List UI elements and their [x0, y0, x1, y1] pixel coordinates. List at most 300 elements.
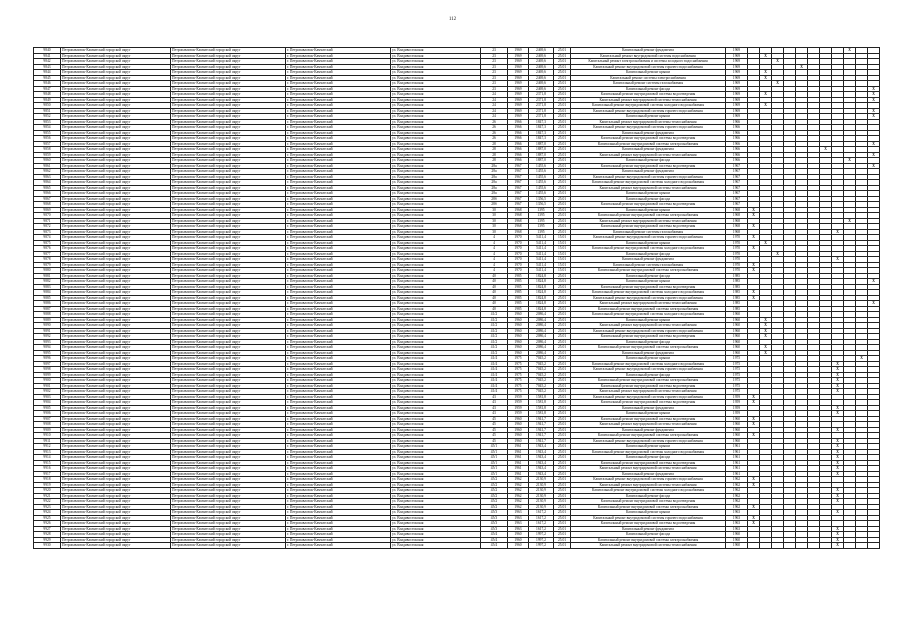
table-cell: Петропавловск-Камчатский городской округ: [171, 152, 286, 158]
table-cell: 1969: [508, 48, 529, 54]
table-cell: 41/2: [481, 334, 508, 340]
table-cell: 25.01: [554, 53, 571, 59]
table-cell: ул. Владивостокская: [391, 306, 481, 312]
table-cell: 1960: [508, 543, 529, 549]
table-cell: Петропавловск-Камчатский городской округ: [171, 119, 286, 125]
table-cell: 1966: [508, 147, 529, 153]
table-cell: 1966: [726, 152, 748, 158]
table-cell: ул. Владивостокская: [391, 339, 481, 345]
table-cell: 1617,2: [529, 510, 554, 516]
table-cell: 28а: [481, 174, 508, 180]
table-mark-cell: X: [748, 246, 760, 252]
table-cell: г. Петропавловск-Камчатский: [286, 191, 391, 197]
table-cell: 1962: [726, 488, 748, 494]
table-cell: 23: [481, 81, 508, 87]
table-cell: Петропавловск-Камчатский городской округ: [61, 438, 171, 444]
table-cell: ул. Владивостокская: [391, 279, 481, 285]
table-cell: 1967: [508, 180, 529, 186]
table-cell: Петропавловск-Камчатский городской округ: [171, 92, 286, 98]
table-mark-cell: X: [868, 97, 880, 103]
table-cell: Петропавловск-Камчатский городской округ: [61, 416, 171, 422]
table-cell: ул. Владивостокская: [391, 207, 481, 213]
table-cell: 2469,6: [529, 59, 554, 65]
table-mark-cell: X: [832, 411, 844, 417]
table-cell: Капитальный ремонт фасада: [571, 158, 726, 164]
table-cell: 28: [481, 158, 508, 164]
table-cell: Капитальный ремонт внутридомовой системы водоотведения: [571, 499, 726, 505]
table-cell: ул. Владивостокская: [391, 70, 481, 76]
table-cell: 1960: [508, 433, 529, 439]
table-cell: 1975: [508, 378, 529, 384]
table-cell: 43: [481, 405, 508, 411]
table-cell: 1985: [726, 284, 748, 290]
table-cell: 1985: [508, 273, 529, 279]
table-cell: 45/4: [481, 537, 508, 543]
table-cell: 9879: [34, 262, 61, 268]
table-cell: Петропавловск-Камчатский городской округ: [171, 229, 286, 235]
table-cell: 1985: [726, 295, 748, 301]
table-cell: Петропавловск-Камчатский городской округ: [171, 180, 286, 186]
table-cell: Капитальный ремонт системы газоснабжения: [571, 262, 726, 268]
table-cell: 1960: [508, 416, 529, 422]
table-cell: 9869: [34, 207, 61, 213]
table-mark-cell: X: [832, 493, 844, 499]
table-cell: ул. Владивостокская: [391, 460, 481, 466]
table-cell: ул. Владивостокская: [391, 537, 481, 543]
table-cell: Капитальный ремонт внутридомовой системы холодного водоснабжения: [571, 180, 726, 186]
table-cell: 1969: [726, 108, 748, 114]
table-cell: г. Петропавловск-Камчатский: [286, 350, 391, 356]
table-mark-cell: X: [748, 207, 760, 213]
table-cell: 1455,6: [529, 191, 554, 197]
table-cell: Капитальный ремонт фасада: [571, 86, 726, 92]
table-cell: ул. Владивостокская: [391, 158, 481, 164]
table-cell: 2130,9: [529, 499, 554, 505]
table-cell: г. Петропавловск-Камчатский: [286, 295, 391, 301]
table-cell: 5411,4: [529, 251, 554, 257]
table-mark-cell: X: [868, 114, 880, 120]
table-cell: Петропавловск-Камчатский городской округ: [171, 108, 286, 114]
table-cell: г. Петропавловск-Камчатский: [286, 438, 391, 444]
table-cell: Капитальный ремонт внутридомовой системы холодного водоснабжения: [571, 103, 726, 109]
table-cell: Петропавловск-Камчатский городской округ: [61, 422, 171, 428]
table-cell: 23: [481, 75, 508, 81]
table-cell: Капитальный ремонт внутридомовой системы водоснабжения: [571, 53, 726, 59]
table-cell: Петропавловск-Камчатский городской округ: [61, 466, 171, 472]
table-cell: 1455,6: [529, 180, 554, 186]
table-cell: 1395: [529, 229, 554, 235]
table-mark-cell: X: [748, 400, 760, 406]
table-cell: 28а: [481, 169, 508, 175]
table-cell: 26: [481, 125, 508, 131]
table-cell: г. Петропавловск-Камчатский: [286, 537, 391, 543]
table-cell: ул. Владивостокская: [391, 317, 481, 323]
table-cell: 25.01: [554, 229, 571, 235]
table-cell: 2371,8: [529, 97, 554, 103]
table-cell: Петропавловск-Камчатский городской округ: [61, 488, 171, 494]
table-cell: Петропавловск-Камчатский городской округ: [61, 449, 171, 455]
table-cell: г. Петропавловск-Камчатский: [286, 449, 391, 455]
table-cell: ул. Владивостокская: [391, 422, 481, 428]
table-cell: 1961: [508, 466, 529, 472]
table-cell: 25.01: [554, 174, 571, 180]
table-cell: Петропавловск-Камчатский городской округ: [171, 422, 286, 428]
table-cell: Капитальный ремонт фасада: [571, 273, 726, 279]
table-cell: 1968: [726, 229, 748, 235]
table-cell: 25.01: [554, 108, 571, 114]
table-cell: 1967: [726, 202, 748, 208]
table-cell: Капитальный ремонт внутридомовой системы теплоснабжения: [571, 323, 726, 329]
table-cell: 9889: [34, 317, 61, 323]
table-mark-cell: X: [748, 416, 760, 422]
table-cell: Петропавловск-Камчатский городской округ: [61, 75, 171, 81]
table-cell: 25.01: [554, 328, 571, 334]
table-cell: 1963: [726, 526, 748, 532]
table-cell: 25.01: [554, 213, 571, 219]
table-cell: г. Петропавловск-Камчатский: [286, 284, 391, 290]
table-cell: ул. Владивостокская: [391, 81, 481, 87]
table-cell: г. Петропавловск-Камчатский: [286, 466, 391, 472]
table-cell: 1985: [508, 279, 529, 285]
table-cell: г. Петропавловск-Камчатский: [286, 306, 391, 312]
table-cell: Петропавловск-Камчатский городской округ: [171, 130, 286, 136]
table-cell: 7045,2: [529, 356, 554, 362]
table-cell: 1967: [508, 191, 529, 197]
table-cell: ул. Владивостокская: [391, 532, 481, 538]
table-mark-cell: X: [760, 334, 772, 340]
table-cell: г. Петропавловск-Камчатский: [286, 444, 391, 450]
table-cell: 1975: [726, 361, 748, 367]
table-cell: 1969: [726, 103, 748, 109]
table-cell: Капитальный ремонт внутридомовой системы теплоснабжения: [571, 119, 726, 125]
table-cell: 1985: [726, 306, 748, 312]
table-cell: Капитальный ремонт внутридомовой системы холодного водоснабжения: [571, 449, 726, 455]
table-cell: 9851: [34, 108, 61, 114]
table-cell: 1975: [726, 372, 748, 378]
table-cell: 1961: [726, 455, 748, 461]
table-cell: 2371,8: [529, 103, 554, 109]
table-cell: 15.01: [554, 240, 571, 246]
table-cell: 9857: [34, 141, 61, 147]
table-cell: 23: [481, 70, 508, 76]
table-cell: ул. Владивостокская: [391, 510, 481, 516]
table-cell: 9903: [34, 394, 61, 400]
table-cell: 1887,0: [529, 147, 554, 153]
table-cell: 25.01: [554, 499, 571, 505]
table-cell: 1941,7: [529, 433, 554, 439]
table-cell: 41/4: [481, 389, 508, 395]
table-cell: 1966: [508, 130, 529, 136]
table-cell: 41/4: [481, 367, 508, 373]
table-cell: Петропавловск-Камчатский городской округ: [171, 185, 286, 191]
table-cell: 1960: [508, 345, 529, 351]
table-cell: 1961: [726, 449, 748, 455]
table-cell: 1356,5: [529, 202, 554, 208]
table-cell: 9911: [34, 438, 61, 444]
table-cell: 9901: [34, 383, 61, 389]
table-cell: 9848: [34, 92, 61, 98]
table-cell: г. Петропавловск-Камчатский: [286, 136, 391, 142]
table-cell: 1960: [508, 328, 529, 334]
table-cell: ул. Владивостокская: [391, 169, 481, 175]
table-cell: 1985: [508, 290, 529, 296]
table-cell: Капитальный ремонт крыши: [571, 114, 726, 120]
table-cell: 1943,4: [529, 444, 554, 450]
table-cell: Петропавловск-Камчатский городской округ: [171, 290, 286, 296]
table-cell: г. Петропавловск-Камчатский: [286, 367, 391, 373]
table-cell: 1967: [508, 202, 529, 208]
table-cell: Петропавловск-Камчатский городской округ: [61, 147, 171, 153]
table-cell: Петропавловск-Камчатский городской округ: [171, 174, 286, 180]
table-cell: 1455,6: [529, 169, 554, 175]
table-cell: ул. Владивостокская: [391, 411, 481, 417]
table-cell: 5411,4: [529, 262, 554, 268]
table-mark-cell: X: [832, 389, 844, 395]
table-cell: 28а: [481, 163, 508, 169]
table-cell: 1617,2: [529, 521, 554, 527]
table-cell: 1959: [508, 405, 529, 411]
table-cell: 9904: [34, 400, 61, 406]
table-cell: 25.01: [554, 493, 571, 499]
table-cell: г. Петропавловск-Камчатский: [286, 433, 391, 439]
table-cell: 9895: [34, 350, 61, 356]
table-cell: Петропавловск-Камчатский городской округ: [61, 383, 171, 389]
table-cell: 1960: [508, 532, 529, 538]
table-cell: Капитальный ремонт внутридомовой системы горячего водоснабжения: [571, 64, 726, 70]
table-mark-cell: X: [868, 152, 880, 158]
table-cell: 1985: [726, 301, 748, 307]
table-cell: Капитальный ремонт фундамента: [571, 130, 726, 136]
table-cell: 1968: [726, 218, 748, 224]
table-cell: 25.01: [554, 224, 571, 230]
table-cell: 1985: [508, 284, 529, 290]
table-cell: 1975: [726, 389, 748, 395]
table-cell: 25.01: [554, 130, 571, 136]
table-cell: 15.01: [554, 262, 571, 268]
table-cell: 1824,8: [529, 306, 554, 312]
table-cell: Петропавловск-Камчатский городской округ: [61, 213, 171, 219]
table-cell: 1969: [508, 108, 529, 114]
table-cell: Петропавловск-Камчатский городской округ: [171, 70, 286, 76]
table-cell: 1975: [508, 372, 529, 378]
table-cell: г. Петропавловск-Камчатский: [286, 328, 391, 334]
table-cell: 9916: [34, 466, 61, 472]
table-cell: 1959: [508, 411, 529, 417]
table-cell: 9914: [34, 455, 61, 461]
table-cell: 1960: [726, 416, 748, 422]
table-cell: 25.01: [554, 532, 571, 538]
table-cell: Петропавловск-Камчатский городской округ: [171, 240, 286, 246]
table-cell: 1961: [726, 460, 748, 466]
table-cell: 25.01: [554, 86, 571, 92]
table-cell: Капитальный ремонт внутридомовой системы теплоснабжения: [571, 185, 726, 191]
table-cell: 1970: [726, 246, 748, 252]
table-cell: 25.01: [554, 64, 571, 70]
table-cell: Капитальный ремонт фундамента: [571, 526, 726, 532]
table-cell: Капитальный ремонт фасада: [571, 339, 726, 345]
table-cell: Капитальный ремонт крыши: [571, 240, 726, 246]
table-cell: 2371,8: [529, 108, 554, 114]
table-cell: Петропавловск-Камчатский городской округ: [171, 427, 286, 433]
table-cell: Петропавловск-Камчатский городской округ: [61, 158, 171, 164]
table-cell: 1985: [508, 295, 529, 301]
table-cell: 1970: [726, 251, 748, 257]
table-cell: Петропавловск-Камчатский городской округ: [171, 416, 286, 422]
table-cell: 1968: [508, 229, 529, 235]
table-mark-cell: X: [832, 383, 844, 389]
table-cell: Петропавловск-Камчатский городской округ: [61, 389, 171, 395]
table-mark-cell: X: [760, 345, 772, 351]
table-cell: 45/4: [481, 543, 508, 549]
table-cell: 25.01: [554, 504, 571, 510]
table-cell: г. Петропавловск-Камчатский: [286, 174, 391, 180]
table-cell: 1975: [726, 356, 748, 362]
table-cell: 25.01: [554, 312, 571, 318]
table-cell: 2086,4: [529, 323, 554, 329]
table-cell: 1581,8: [529, 400, 554, 406]
table-cell: 9858: [34, 147, 61, 153]
table-cell: Петропавловск-Камчатский городской округ: [171, 169, 286, 175]
table-mark-cell: X: [844, 218, 856, 224]
table-cell: 9874: [34, 235, 61, 241]
table-cell: 9884: [34, 290, 61, 296]
table-cell: 9846: [34, 81, 61, 87]
table-cell: 1966: [726, 141, 748, 147]
table-mark-cell: X: [796, 64, 808, 70]
table-cell: ул. Владивостокская: [391, 229, 481, 235]
table-cell: Петропавловск-Камчатский городской округ: [171, 86, 286, 92]
table-cell: 9925: [34, 515, 61, 521]
table-cell: 1967: [726, 169, 748, 175]
table-cell: Петропавловск-Камчатский городской округ: [61, 130, 171, 136]
table-cell: г. Петропавловск-Камчатский: [286, 455, 391, 461]
table-cell: Петропавловск-Камчатский городской округ: [171, 218, 286, 224]
table-cell: 1985: [726, 273, 748, 279]
table-cell: 1961: [508, 455, 529, 461]
table-cell: 25.01: [554, 81, 571, 87]
table-cell: Капитальный ремонт внутридомовой системы горячего водоснабжения: [571, 108, 726, 114]
table-cell: г. Петропавловск-Камчатский: [286, 64, 391, 70]
table-cell: 25.01: [554, 218, 571, 224]
table-cell: 25.01: [554, 196, 571, 202]
table-cell: 41/4: [481, 383, 508, 389]
table-cell: ул. Владивостокская: [391, 246, 481, 252]
table-cell: 1967: [726, 191, 748, 197]
table-cell: 1962: [726, 504, 748, 510]
table-cell: 1961: [508, 449, 529, 455]
table-cell: 1961: [508, 444, 529, 450]
table-mark-cell: X: [856, 356, 868, 362]
table-cell: 1970: [508, 268, 529, 274]
table-cell: Петропавловск-Камчатский городской округ: [171, 81, 286, 87]
table-cell: 1962: [508, 488, 529, 494]
table-cell: 45/3: [481, 510, 508, 516]
table-cell: 9868: [34, 202, 61, 208]
table-cell: ул. Владивостокская: [391, 504, 481, 510]
table-cell: 25.01: [554, 306, 571, 312]
table-cell: Петропавловск-Камчатский городской округ: [61, 405, 171, 411]
table-cell: г. Петропавловск-Камчатский: [286, 317, 391, 323]
table-cell: 9866: [34, 191, 61, 197]
table-cell: 25.01: [554, 158, 571, 164]
table-mark-cell: X: [844, 48, 856, 54]
table-cell: 25.01: [554, 367, 571, 373]
table-cell: 1960: [508, 312, 529, 318]
table-cell: Петропавловск-Камчатский городской округ: [171, 147, 286, 153]
table-cell: ул. Владивостокская: [391, 75, 481, 81]
table-cell: 1969: [508, 86, 529, 92]
table-cell: 1968: [726, 224, 748, 230]
table-cell: 9908: [34, 422, 61, 428]
table-cell: 28: [481, 141, 508, 147]
table-cell: 1824,8: [529, 290, 554, 296]
table-mark-cell: X: [832, 510, 844, 516]
table-cell: 7045,2: [529, 361, 554, 367]
table-cell: 25.01: [554, 482, 571, 488]
table-mark-cell: X: [748, 521, 760, 527]
table-cell: 25.01: [554, 207, 571, 213]
table-cell: Петропавловск-Камчатский городской округ: [171, 251, 286, 257]
table-cell: 7045,2: [529, 383, 554, 389]
table-cell: Петропавловск-Камчатский городской округ: [171, 499, 286, 505]
table-cell: ул. Владивостокская: [391, 488, 481, 494]
table-cell: 9900: [34, 378, 61, 384]
table-cell: г. Петропавловск-Камчатский: [286, 218, 391, 224]
table-cell: Петропавловск-Камчатский городской округ: [171, 543, 286, 549]
table-cell: Петропавловск-Камчатский городской округ: [61, 262, 171, 268]
table-mark-cell: X: [748, 515, 760, 521]
table-cell: Петропавловск-Камчатский городской округ: [61, 345, 171, 351]
table-mark-cell: [820, 543, 832, 549]
table-cell: ул. Владивостокская: [391, 114, 481, 120]
table-cell: ул. Владивостокская: [391, 356, 481, 362]
table-cell: 2086,4: [529, 345, 554, 351]
table-cell: Петропавловск-Камчатский городской округ: [61, 81, 171, 87]
table-mark-cell: X: [832, 466, 844, 472]
table-cell: 1966: [726, 119, 748, 125]
table-cell: 1960: [508, 317, 529, 323]
table-cell: 9899: [34, 372, 61, 378]
table-cell: Капитальный ремонт внутридомовой системы электроснабжения: [571, 268, 726, 274]
table-cell: 1960: [726, 323, 748, 329]
table-cell: Петропавловск-Камчатский городской округ: [171, 537, 286, 543]
table-cell: ул. Владивостокская: [391, 455, 481, 461]
table-mark-cell: X: [832, 537, 844, 543]
table-cell: ул. Владивостокская: [391, 268, 481, 274]
table-cell: 9859: [34, 152, 61, 158]
table-cell: 1966: [508, 141, 529, 147]
table-cell: 1847,3: [529, 119, 554, 125]
table-cell: 1975: [508, 361, 529, 367]
table-cell: Петропавловск-Камчатский городской округ: [61, 295, 171, 301]
table-cell: 9926: [34, 521, 61, 527]
table-cell: Петропавловск-Камчатский городской округ: [61, 92, 171, 98]
table-cell: 25.01: [554, 290, 571, 296]
table-cell: 4: [481, 235, 508, 241]
table-cell: Капитальный ремонт внутридомовой системы электроснабжения: [571, 433, 726, 439]
table-cell: 1963: [726, 510, 748, 516]
table-cell: г. Петропавловск-Камчатский: [286, 180, 391, 186]
table-cell: г. Петропавловск-Камчатский: [286, 125, 391, 131]
table-cell: Капитальный ремонт внутридомовой системы водоотведения: [571, 334, 726, 340]
table-cell: Петропавловск-Камчатский городской округ: [61, 499, 171, 505]
table-cell: 1969: [726, 92, 748, 98]
table-cell: 45/4: [481, 532, 508, 538]
table-cell: 1961: [508, 460, 529, 466]
table-cell: Капитальный ремонт внутридомовой системы водоотведения: [571, 521, 726, 527]
table-cell: г. Петропавловск-Камчатский: [286, 92, 391, 98]
table-cell: Петропавловск-Камчатский городской округ: [171, 515, 286, 521]
